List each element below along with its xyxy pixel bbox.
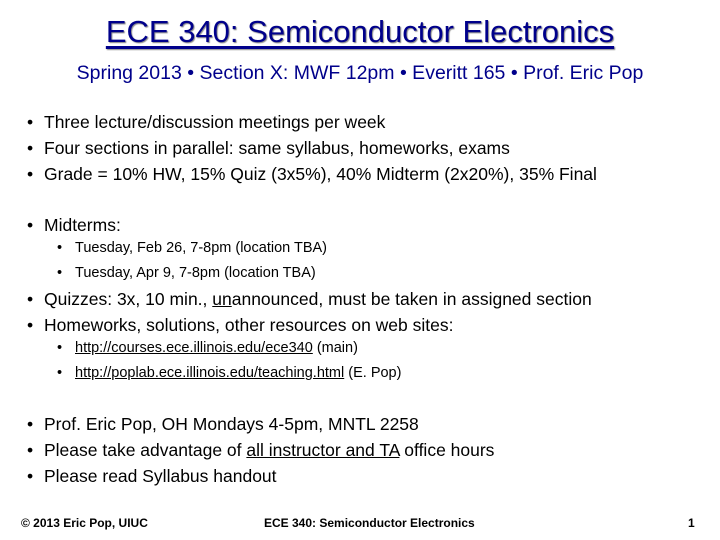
sub-bullet-course-site: • http://courses.ece.illinois.edu/ece340 (main) [57, 340, 358, 356]
course-site-link[interactable]: http://courses.ece.illinois.edu/ece340 [75, 340, 313, 356]
bullet-advantage: • Please take advantage of all instructor and TA office hours [27, 440, 495, 460]
bullet-midterms: • Midterms: [27, 215, 121, 235]
bullet-icon: • [27, 289, 34, 309]
bullet-grade: • Grade = 10% HW, 15% Quiz (3x5%), 40% Midterm (2x20%), 35% Final [27, 164, 597, 184]
bullet-homeworks: • Homeworks, solutions, other resources on web sites: [27, 315, 454, 335]
bullet-sections: • Four sections in parallel: same syllabus, homeworks, exams [27, 138, 510, 158]
slide-title: ECE 340: Semiconductor Electronics [105, 14, 615, 49]
bullet-office-hours: • Prof. Eric Pop, OH Mondays 4-5pm, MNTL 2258 [27, 414, 419, 434]
sub-bullet-midterm-1: • Tuesday, Feb 26, 7-8pm (location TBA) [57, 240, 327, 256]
bullet-icon: • [27, 138, 34, 158]
footer-course-title: ECE 340: Semiconductor Electronics [264, 516, 475, 530]
sub-bullet-midterm-2: • Tuesday, Apr 9, 7-8pm (location TBA) [57, 265, 316, 281]
bullet-icon: • [27, 414, 34, 434]
sub-bullet-poplab-site: • http://poplab.ece.illinois.edu/teaching.html (E. Pop) [57, 365, 402, 381]
bullet-icon: • [27, 112, 34, 132]
bullet-syllabus: • Please read Syllabus handout [27, 466, 277, 486]
bullet-icon: • [57, 265, 63, 281]
footer-copyright: © 2013 Eric Pop, UIUC [21, 516, 148, 530]
bullet-icon: • [27, 215, 34, 235]
bullet-icon: • [57, 340, 63, 356]
bullet-icon: • [27, 315, 34, 335]
bullet-lectures: • Three lecture/discussion meetings per week [27, 112, 386, 132]
bullet-icon: • [27, 164, 34, 184]
poplab-site-link[interactable]: http://poplab.ece.illinois.edu/teaching.html [75, 365, 345, 381]
footer-page-number: 1 [688, 516, 695, 530]
bullet-quizzes: • Quizzes: 3x, 10 min., unannounced, must be taken in assigned section [27, 289, 592, 309]
bullet-icon: • [57, 365, 63, 381]
bullet-icon: • [27, 440, 34, 460]
bullet-icon: • [27, 466, 34, 486]
bullet-icon: • [57, 240, 63, 256]
slide-subtitle: Spring 2013 • Section X: MWF 12pm • Everitt 165 • Prof. Eric Pop [76, 62, 644, 84]
